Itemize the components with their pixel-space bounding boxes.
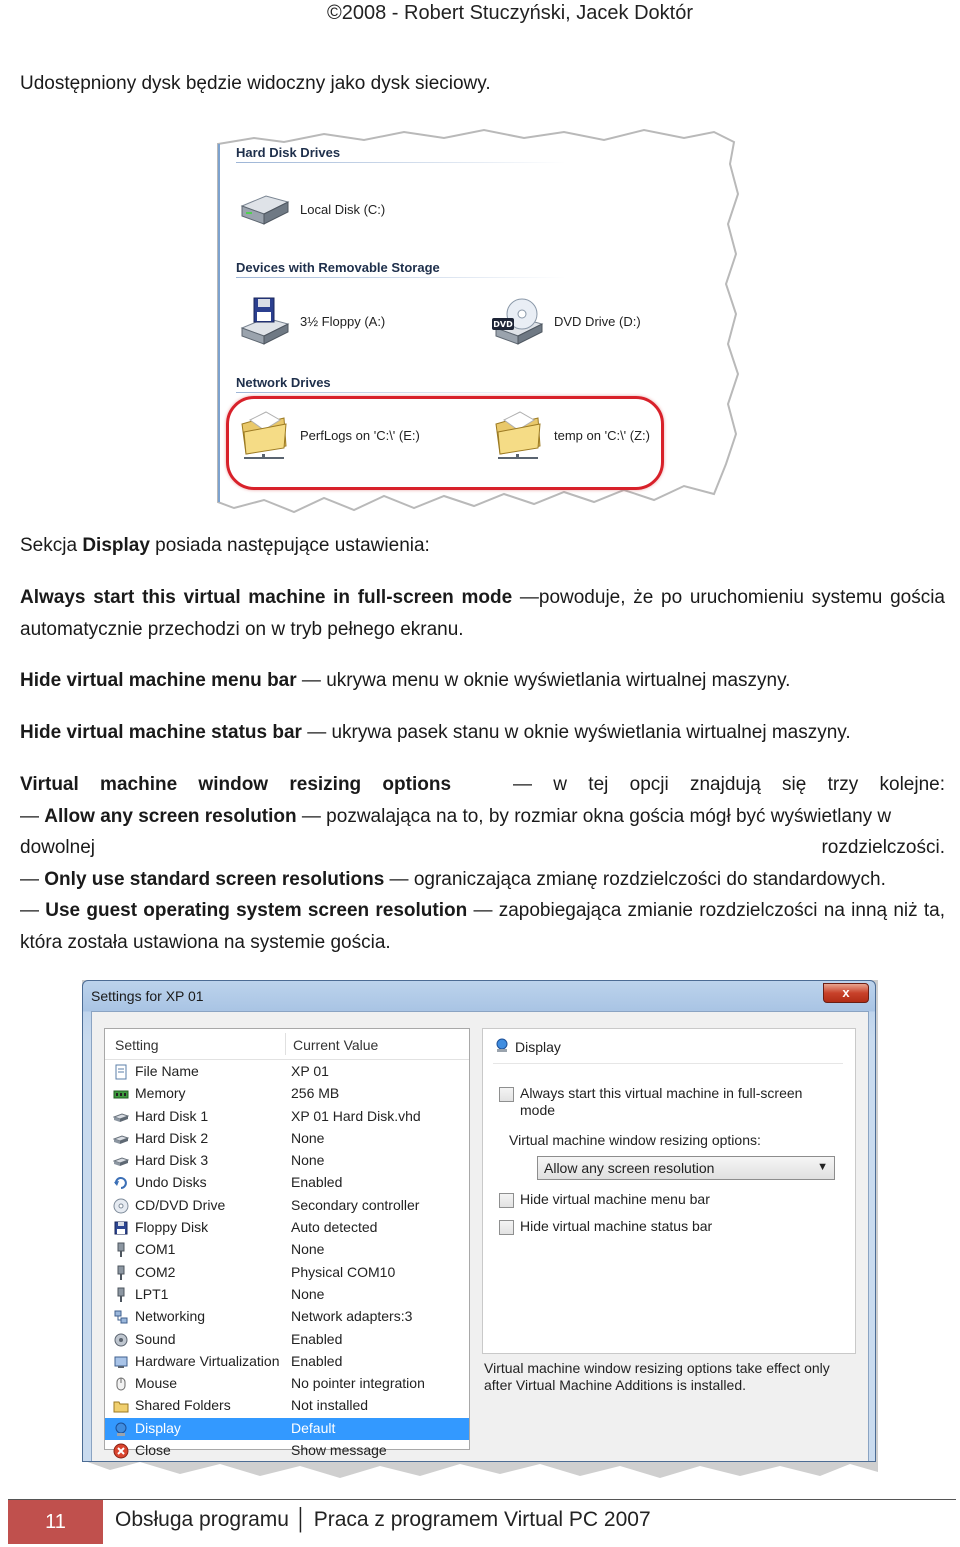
network-folder-icon bbox=[490, 410, 546, 460]
settings-row[interactable] bbox=[105, 1150, 469, 1172]
network-icon bbox=[113, 1309, 129, 1325]
row-setting-label: Shared Folders bbox=[135, 1397, 231, 1414]
bold-term: Hide virtual machine status bar bbox=[20, 722, 302, 743]
hide-menu-paragraph bbox=[20, 665, 945, 697]
bold-term: Use guest operating system screen resolution bbox=[45, 900, 468, 921]
row-current-value: Network adapters:3 bbox=[291, 1308, 413, 1325]
group-divider bbox=[236, 392, 566, 393]
allow-any-line bbox=[20, 801, 945, 833]
row-current-value: Enabled bbox=[291, 1352, 343, 1369]
close-icon bbox=[113, 1443, 129, 1459]
settings-row[interactable] bbox=[105, 1440, 469, 1462]
explorer-left-border bbox=[218, 144, 220, 502]
settings-row[interactable] bbox=[105, 1329, 469, 1351]
hardware-virtualization-icon bbox=[113, 1354, 129, 1370]
text-span: rozdzielczości. bbox=[821, 837, 945, 858]
row-setting-label: Memory bbox=[135, 1085, 186, 1102]
text-span: posiada następujące ustawienia: bbox=[149, 535, 430, 556]
settings-row[interactable] bbox=[105, 1351, 469, 1373]
settings-row[interactable] bbox=[105, 1083, 469, 1105]
settings-row[interactable] bbox=[105, 1128, 469, 1150]
port-icon bbox=[113, 1287, 129, 1303]
dvd-badge: DVD bbox=[493, 320, 513, 329]
fullscreen-checkbox-label: Always start this virtual machine in full-screen mode bbox=[520, 1085, 803, 1118]
text-span: — bbox=[20, 900, 46, 921]
row-setting-label: Sound bbox=[135, 1330, 176, 1347]
sound-icon bbox=[113, 1332, 129, 1348]
settings-row[interactable] bbox=[105, 1418, 469, 1440]
resizing-note: Virtual machine window resizing options take effect only after Virtual Machine Additions is installed. bbox=[484, 1360, 830, 1393]
drive-label: DVD Drive (D:) bbox=[554, 313, 641, 329]
settings-row[interactable] bbox=[105, 1061, 469, 1083]
page-number: 11 bbox=[8, 1500, 103, 1544]
bold-term: Always start this virtual machine in full-screen mode bbox=[20, 587, 513, 608]
row-setting-label: COM1 bbox=[135, 1241, 176, 1258]
dvd-drive-icon bbox=[490, 296, 546, 346]
group-title-removable: Devices with Removable Storage bbox=[236, 260, 440, 275]
hide-status-checkbox-row[interactable] bbox=[499, 1218, 712, 1235]
resize-options-label: Virtual machine window resizing options: bbox=[509, 1132, 761, 1148]
only-standard-line bbox=[20, 864, 945, 896]
resizing-heading-line bbox=[20, 769, 945, 801]
row-current-value: Secondary controller bbox=[291, 1196, 420, 1213]
settings-row[interactable] bbox=[105, 1172, 469, 1194]
resize-options-select[interactable] bbox=[537, 1156, 835, 1180]
floppy-drive-icon bbox=[236, 296, 292, 346]
text-span: — bbox=[20, 868, 45, 890]
group-title-hard-disks: Hard Disk Drives bbox=[236, 145, 341, 160]
window-title: Settings for XP 01 bbox=[91, 988, 204, 1004]
drive-dvd-d[interactable] bbox=[490, 296, 641, 346]
port-icon bbox=[113, 1265, 129, 1281]
column-header-value[interactable]: Current Value bbox=[293, 1037, 379, 1053]
row-setting-label: File Name bbox=[135, 1063, 199, 1079]
footer-title: Obsługa programu │ Praca z programem Virtual PC 2007 bbox=[115, 1508, 651, 1531]
row-setting-label: Hardware Virtualization bbox=[135, 1352, 280, 1369]
hide-menu-checkbox-row[interactable] bbox=[499, 1191, 710, 1208]
page-header: ©2008 - Robert Stuczyński, Jacek Doktór bbox=[327, 2, 693, 24]
chevron-down-icon: ▼ bbox=[817, 1161, 828, 1173]
drive-temp-z[interactable] bbox=[490, 410, 650, 460]
display-intro-paragraph bbox=[20, 530, 945, 562]
row-current-value: None bbox=[291, 1129, 325, 1146]
text-span: — ograniczająca zmianę rozdzielczości do standardowych. bbox=[384, 868, 886, 890]
row-current-value: XP 01 bbox=[291, 1063, 329, 1079]
text-span: — ukrywa menu w oknie wyświetlania wirtualnej maszyny. bbox=[296, 670, 791, 691]
row-setting-label: Networking bbox=[135, 1308, 206, 1325]
cd-icon bbox=[113, 1198, 129, 1214]
settings-row[interactable] bbox=[105, 1195, 469, 1217]
hard-disk-icon bbox=[236, 184, 292, 234]
row-current-value: None bbox=[291, 1152, 325, 1169]
row-current-value: Enabled bbox=[291, 1330, 343, 1347]
hide-menu-checkbox-label: Hide virtual machine menu bar bbox=[520, 1191, 710, 1207]
drive-local-c[interactable] bbox=[236, 184, 385, 234]
folder-icon bbox=[113, 1398, 129, 1414]
window-client-area bbox=[91, 1011, 869, 1462]
explorer-screenshot bbox=[214, 124, 744, 522]
bold-term: Allow any screen resolution bbox=[44, 805, 297, 827]
row-current-value: XP 01 Hard Disk.vhd bbox=[291, 1107, 421, 1124]
display-icon bbox=[493, 1037, 511, 1055]
drive-label: temp on 'C:\' (Z:) bbox=[554, 427, 650, 443]
bold-term: Only use standard screen resolutions bbox=[44, 868, 385, 890]
hide-status-paragraph bbox=[20, 717, 945, 749]
window-close-button[interactable]: x bbox=[823, 983, 869, 1003]
text-span: — zapobiegająca zmianie rozdzielczości na inną niż ta, która została ustawiona na systemie gościa. bbox=[20, 900, 945, 953]
settings-dialog-screenshot bbox=[80, 978, 880, 1483]
text-span: —powoduje, że po uruchomieniu systemu gościa automatycznie przechodzi on w tryb pełnego ekranu. bbox=[20, 587, 945, 640]
row-setting-label: COM2 bbox=[135, 1263, 176, 1280]
row-setting-label: Floppy Disk bbox=[135, 1219, 209, 1236]
footer-rule bbox=[8, 1499, 956, 1500]
group-divider bbox=[236, 162, 566, 163]
settings-row[interactable] bbox=[105, 1239, 469, 1261]
settings-row[interactable] bbox=[105, 1306, 469, 1328]
row-current-value: Show message bbox=[291, 1442, 387, 1459]
text-span: — w tej opcji znajdują się trzy kolejne: bbox=[513, 774, 945, 795]
row-current-value: None bbox=[291, 1241, 325, 1258]
row-setting-label: CD/DVD Drive bbox=[135, 1196, 226, 1213]
panel-title: Display bbox=[515, 1039, 561, 1055]
intro-paragraph: Udostępniony dysk będzie widoczny jako dysk sieciowy. bbox=[20, 73, 491, 94]
port-icon bbox=[113, 1242, 129, 1258]
drive-floppy-a[interactable] bbox=[236, 296, 385, 346]
row-setting-label: Mouse bbox=[135, 1375, 178, 1392]
hide-status-checkbox-label: Hide virtual machine status bar bbox=[520, 1218, 713, 1234]
settings-row[interactable] bbox=[105, 1217, 469, 1239]
settings-list-body bbox=[105, 1061, 469, 1462]
network-folder-icon bbox=[236, 410, 292, 460]
memory-icon bbox=[113, 1086, 129, 1102]
row-current-value: Enabled bbox=[291, 1174, 343, 1191]
hide-status-checkbox[interactable] bbox=[499, 1220, 514, 1235]
display-icon bbox=[113, 1421, 129, 1437]
row-current-value: Default bbox=[291, 1419, 336, 1436]
row-current-value: 256 MB bbox=[291, 1085, 340, 1102]
row-current-value: Not installed bbox=[291, 1397, 369, 1414]
row-current-value: Physical COM10 bbox=[291, 1263, 396, 1280]
panel-divider bbox=[493, 1063, 843, 1064]
row-setting-label: LPT1 bbox=[135, 1285, 169, 1302]
column-header-setting[interactable]: Setting bbox=[115, 1037, 159, 1053]
text-span: — pozwalająca na to, by rozmiar okna gościa mógł być wyświetlany w bbox=[296, 805, 892, 827]
mouse-icon bbox=[113, 1376, 129, 1392]
row-setting-label: Hard Disk 1 bbox=[135, 1107, 209, 1124]
row-setting-label: Close bbox=[135, 1442, 171, 1459]
fullscreen-checkbox[interactable] bbox=[499, 1087, 514, 1102]
row-current-value: Auto detected bbox=[291, 1219, 378, 1236]
fullscreen-checkbox-row[interactable] bbox=[499, 1085, 819, 1119]
fullscreen-paragraph bbox=[20, 582, 945, 645]
settings-row[interactable] bbox=[105, 1373, 469, 1395]
hard-disk-icon bbox=[113, 1109, 129, 1125]
settings-window bbox=[82, 980, 876, 1462]
drive-label: Local Disk (C:) bbox=[300, 201, 386, 217]
allow-any-line-continued bbox=[20, 832, 945, 864]
row-current-value: None bbox=[291, 1285, 325, 1302]
settings-row[interactable] bbox=[105, 1262, 469, 1284]
drive-perflogs-e[interactable] bbox=[236, 410, 420, 460]
hard-disk-icon bbox=[113, 1131, 129, 1147]
drive-label: PerfLogs on 'C:\' (E:) bbox=[300, 427, 420, 443]
settings-row[interactable] bbox=[105, 1106, 469, 1128]
settings-list-header bbox=[105, 1029, 469, 1060]
group-title-network: Network Drives bbox=[236, 375, 331, 390]
row-setting-label: Undo Disks bbox=[135, 1174, 207, 1191]
settings-row[interactable] bbox=[105, 1284, 469, 1306]
guest-resolution-line bbox=[20, 895, 945, 958]
file-icon bbox=[113, 1064, 129, 1080]
hard-disk-icon bbox=[113, 1153, 129, 1169]
row-setting-label: Display bbox=[135, 1419, 181, 1436]
bold-term: Virtual machine window resizing options bbox=[20, 774, 452, 795]
select-value: Allow any screen resolution bbox=[544, 1160, 715, 1176]
row-setting-label: Hard Disk 3 bbox=[135, 1152, 209, 1169]
resizing-options-paragraph bbox=[20, 769, 945, 958]
text-span: — bbox=[20, 805, 45, 827]
column-divider bbox=[285, 1033, 286, 1055]
settings-list bbox=[104, 1028, 470, 1459]
display-settings-panel bbox=[482, 1028, 856, 1354]
settings-row[interactable] bbox=[105, 1395, 469, 1417]
text-span: dowolnej bbox=[20, 837, 95, 858]
bold-term: Display bbox=[82, 535, 150, 556]
floppy-icon bbox=[113, 1220, 129, 1236]
hide-menu-checkbox[interactable] bbox=[499, 1193, 514, 1208]
row-current-value: No pointer integration bbox=[291, 1375, 425, 1392]
text-span: — ukrywa pasek stanu w oknie wyświetlania wirtualnej maszyny. bbox=[301, 722, 851, 743]
bold-term: Hide virtual machine menu bar bbox=[20, 670, 297, 691]
group-divider bbox=[236, 277, 566, 278]
drive-label: 3½ Floppy (A:) bbox=[300, 313, 386, 329]
undo-disks-icon bbox=[113, 1175, 129, 1191]
row-setting-label: Hard Disk 2 bbox=[135, 1129, 209, 1146]
text-span: Sekcja bbox=[20, 535, 83, 556]
